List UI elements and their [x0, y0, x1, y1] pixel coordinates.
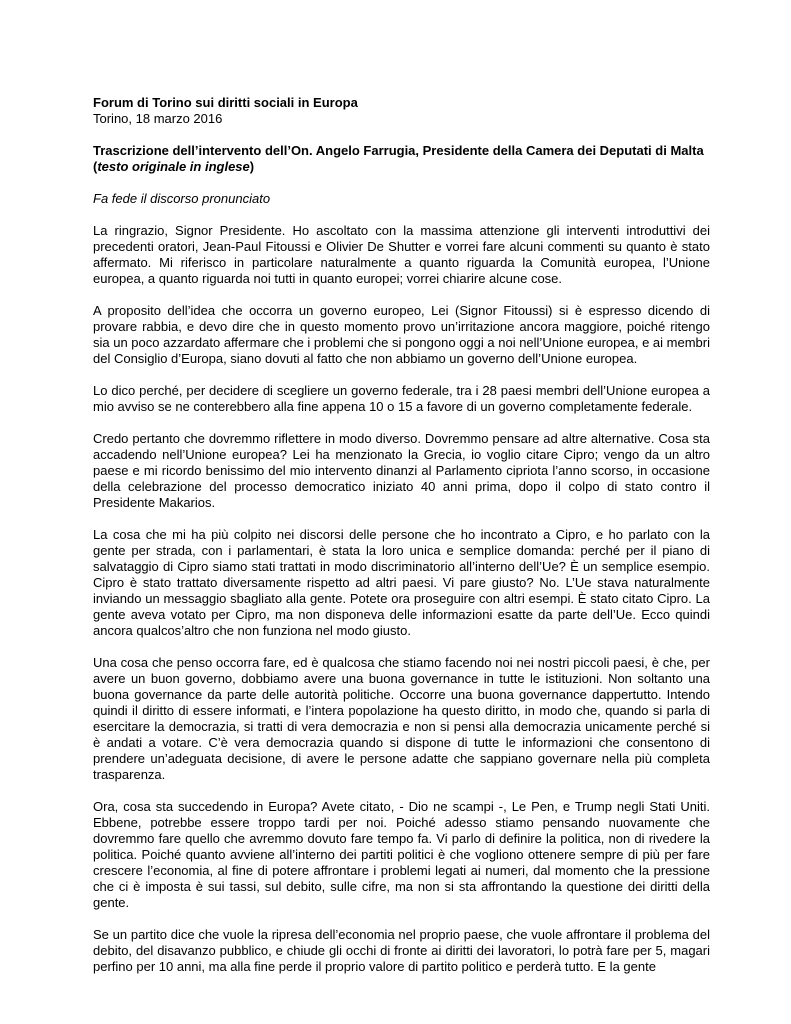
paragraph: Una cosa che penso occorra fare, ed è qualcosa che stiamo facendo noi nei nostri piccoli paesi, è che, per avere un buon governo, dobbiamo avere una buona governance in tutte le istituzioni. Non soltanto una buona governance da parte delle autorità politiche. Occorre una buona governance dappertutto. Intendo quindi il diritto di essere informati, e l’intera popolazione ha questo diritto, in modo che, quando si parla di esercitare la democrazia, si tratti di vera democrazia e non si pensi alla democrazia unicamente perché si è andati a votare. C’è vera democrazia quando si dispone di tutte le informazioni che consentono di prendere un’adeguata decisione, di avere le persone adatte che sappiano governare nella più completa trasparenza. [93, 655, 710, 782]
document-title: Forum di Torino sui diritti sociali in Europa [93, 95, 358, 110]
document-subtitle [93, 143, 710, 175]
subtitle-close: ) [249, 159, 255, 174]
paragraph: Credo pertanto che dovremmo riflettere in modo diverso. Dovremmo pensare ad altre alternative. Cosa sta accadendo nell’Unione europea? Lei ha menzionato la Grecia, io voglio citare Cipro; vengo da un altro paese e mi ricordo benissimo del mio intervento dinanzi al Parlamento cipriota l’anno scorso, in occasione della celebrazione del processo democratico iniziato 40 anni prima, dopo il colpo di stato contro il Presidente Makarios. [93, 431, 710, 510]
document-page [93, 95, 710, 975]
subtitle-text: Trascrizione dell’intervento dell’On. Angelo Farrugia, Presidente della Camera dei Deputati di Malta ( [93, 143, 704, 174]
subtitle-italic: testo originale in inglese [97, 159, 250, 174]
paragraph: Lo dico perché, per decidere di scegliere un governo federale, tra i 28 paesi membri dell’Unione europea a mio avviso se ne conterebbero alla fine appena 10 o 15 a favore di un governo completamente federale. [93, 383, 710, 414]
paragraph: Se un partito dice che vuole la ripresa dell’economia nel proprio paese, che vuole affrontare il problema del debito, del disavanzo pubblico, e chiude gli occhi di fronte ai diritti dei lavoratori, lo potrà fare per 5, magari perfino per 10 anni, ma alla fine perde il proprio valore di partito politico e perderà tutto. E la gente [93, 927, 710, 974]
paragraph: La ringrazio, Signor Presidente. Ho ascoltato con la massima attenzione gli interventi introduttivi dei precedenti oratori, Jean-Paul Fitoussi e Olivier De Shutter e vorrei fare alcuni commenti su quanto è stato affermato. Mi riferisco in particolare naturalmente a quanto riguarda la Comunità europea, l’Unione europea, a quanto riguarda noi tutti in quanto europei; vorrei chiarire alcune cose. [93, 223, 710, 286]
paragraph: La cosa che mi ha più colpito nei discorsi delle persone che ho incontrato a Cipro, e ho parlato con la gente per strada, con i parlamentari, è stata la loro unica e semplice domanda: perché per il piano di salvataggio di Cipro siamo stati trattati in modo discriminatorio all’interno dell’Ue? È un semplice esempio. Cipro è stato trattato diversamente rispetto ad altri paesi. Vi pare giusto? No. L’Ue stava naturalmente inviando un messaggio sbagliato alla gente. Potete ora proseguire con altri esempi. È stato citato Cipro. La gente aveva votato per Cipro, ma non disponeva delle informazioni esatte da parte dell’Ue. Ecco quindi ancora qualcos’altro che non funziona nel modo giusto. [93, 527, 710, 638]
document-date: Torino, 18 marzo 2016 [93, 111, 223, 126]
paragraph: A proposito dell’idea che occorra un governo europeo, Lei (Signor Fitoussi) si è espresso dicendo di provare rabbia, e devo dire che in questo momento provo un’irritazione ancora maggiore, poiché ritengo sia un poco azzardato affermare che i problemi che si pongono oggi a noi nell’Unione europea, e ai membri del Consiglio d’Europa, siano dovuti al fatto che non abbiamo un governo dell’Unione europea. [93, 303, 710, 366]
delivery-note: Fa fede il discorso pronunciato [93, 191, 271, 206]
paragraph: Ora, cosa sta succedendo in Europa? Avete citato, - Dio ne scampi -, Le Pen, e Trump negli Stati Uniti. Ebbene, potrebbe essere troppo tardi per noi. Poiché adesso stiamo pensando nuovamente che dovremmo fare quello che avremmo dovuto fare tempo fa. Vi parlo di definire la politica, non di rivedere la politica. Poiché quanto avviene all’interno dei partiti politici è che vogliono ottenere sempre di più per fare crescere l’economia, al fine di potere affrontare i problemi legati ai numeri, dal momento che la pressione che ci è imposta è sui tassi, sul debito, sulle cifre, ma non si sta affrontando la questione dei diritti della gente. [93, 799, 710, 910]
